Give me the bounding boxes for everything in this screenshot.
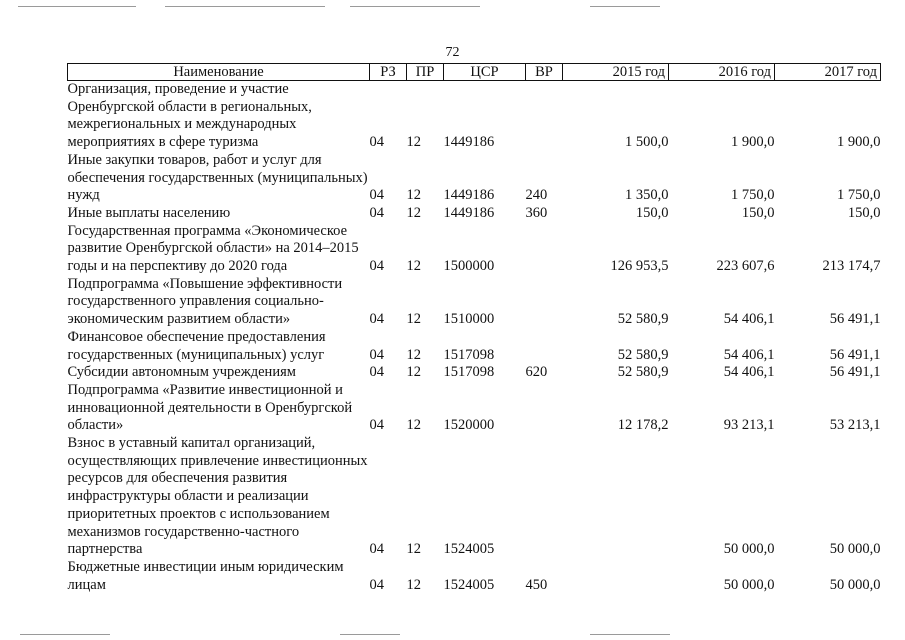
table-row bbox=[68, 152, 881, 205]
row-pr: 12 bbox=[406, 134, 421, 151]
row-vr bbox=[526, 223, 563, 276]
row-2015: 52 580,9 bbox=[617, 346, 669, 363]
row-pr: 12 bbox=[406, 346, 421, 363]
row-csr: 1524005 bbox=[443, 576, 495, 593]
row-rz: 04 bbox=[369, 258, 384, 275]
row-csr: 1449186 bbox=[443, 134, 495, 151]
column-header-2015: 2015 год bbox=[563, 64, 669, 81]
row-2017: 50 000,0 bbox=[829, 576, 881, 593]
row-2017: 56 491,1 bbox=[829, 364, 881, 381]
column-header-csr: ЦСР bbox=[444, 64, 526, 81]
table-row bbox=[68, 435, 881, 559]
table-row bbox=[68, 276, 881, 329]
table-row bbox=[68, 382, 881, 435]
row-2016: 50 000,0 bbox=[723, 541, 775, 558]
row-pr: 12 bbox=[406, 541, 421, 558]
row-name: Иные закупки товаров, работ и услуг для обеспечения государственных (муниципальных) нужд bbox=[67, 151, 368, 204]
table-row bbox=[68, 81, 881, 152]
row-name: Финансовое обеспечение предоставления государственных (муниципальных) услуг bbox=[67, 328, 326, 363]
scan-artifact-line bbox=[20, 634, 110, 635]
row-name: Государственная программа «Экономическое развитие Оренбургской области» на 2014–2015 годы и на перспективу до 2020 года bbox=[67, 222, 359, 275]
row-2016: 54 406,1 bbox=[723, 364, 775, 381]
row-vr: 450 bbox=[525, 576, 548, 593]
table-row bbox=[68, 205, 881, 223]
row-name: Организация, проведение и участие Оренбургской области в региональных, межрегиональных и международных мероприятиях в сфере туризма bbox=[67, 81, 312, 151]
row-csr: 1517098 bbox=[443, 364, 495, 381]
row-2016: 93 213,1 bbox=[723, 417, 775, 434]
column-header-pr: ПР bbox=[407, 64, 444, 81]
row-pr: 12 bbox=[406, 417, 421, 434]
column-header-name: Наименование bbox=[68, 64, 370, 81]
row-vr bbox=[526, 435, 563, 559]
row-csr: 1449186 bbox=[443, 187, 495, 204]
row-rz: 04 bbox=[369, 311, 384, 328]
row-2015: 52 580,9 bbox=[617, 311, 669, 328]
table-row bbox=[68, 364, 881, 382]
column-header-rz: РЗ bbox=[370, 64, 407, 81]
row-2017: 1 750,0 bbox=[837, 187, 881, 204]
row-vr bbox=[526, 382, 563, 435]
column-header-2016: 2016 год bbox=[669, 64, 775, 81]
row-csr: 1520000 bbox=[443, 417, 495, 434]
row-2015 bbox=[563, 559, 669, 594]
row-csr: 1449186 bbox=[443, 204, 495, 221]
row-2017: 53 213,1 bbox=[829, 417, 881, 434]
scan-artifact-line bbox=[590, 634, 670, 635]
row-name: Субсидии автономным учреждениям bbox=[67, 364, 296, 381]
row-2015: 1 350,0 bbox=[625, 187, 669, 204]
row-2015: 12 178,2 bbox=[617, 417, 669, 434]
row-rz: 04 bbox=[369, 187, 384, 204]
column-header-vr: ВР bbox=[526, 64, 563, 81]
row-csr: 1500000 bbox=[443, 258, 495, 275]
table-header-row bbox=[68, 64, 881, 81]
row-2016: 1 900,0 bbox=[731, 134, 775, 151]
row-name: Взнос в уставный капитал организаций, осуществляющих привлечение инвестиционных ресурсов для обеспечения развития инфраструктуры области и реализации приоритетных проектов с использованием механизмов государственно-частного партнерства bbox=[67, 435, 368, 558]
scan-artifact-line bbox=[18, 6, 136, 7]
page-number: 72 bbox=[445, 45, 460, 60]
row-vr bbox=[526, 276, 563, 329]
row-pr: 12 bbox=[406, 311, 421, 328]
scan-artifact-line bbox=[350, 6, 480, 7]
row-rz: 04 bbox=[369, 364, 384, 381]
row-name: Подпрограмма «Развитие инвестиционной и инновационной деятельности в Оренбургской области» bbox=[67, 381, 353, 434]
row-vr bbox=[526, 81, 563, 152]
row-2016: 1 750,0 bbox=[731, 187, 775, 204]
row-2016: 54 406,1 bbox=[723, 311, 775, 328]
row-2015: 126 953,5 bbox=[610, 258, 669, 275]
row-2015: 1 500,0 bbox=[625, 134, 669, 151]
row-csr: 1524005 bbox=[443, 541, 495, 558]
row-2016: 54 406,1 bbox=[723, 346, 775, 363]
table-row bbox=[68, 223, 881, 276]
row-2015 bbox=[563, 435, 669, 559]
scan-artifact-line bbox=[590, 6, 660, 7]
row-name: Иные выплаты населению bbox=[67, 204, 231, 221]
row-pr: 12 bbox=[406, 576, 421, 593]
row-name: Подпрограмма «Повышение эффективности государственного управления социально-экономическим развитием области» bbox=[67, 275, 343, 328]
budget-table bbox=[67, 63, 881, 594]
row-rz: 04 bbox=[369, 541, 384, 558]
row-2017: 50 000,0 bbox=[829, 541, 881, 558]
row-2017: 56 491,1 bbox=[829, 346, 881, 363]
row-2015: 150,0 bbox=[635, 204, 669, 221]
row-csr: 1510000 bbox=[443, 311, 495, 328]
row-2017: 150,0 bbox=[847, 204, 881, 221]
row-2016: 223 607,6 bbox=[716, 258, 775, 275]
row-2017: 56 491,1 bbox=[829, 311, 881, 328]
row-2017: 213 174,7 bbox=[822, 258, 881, 275]
table-row bbox=[68, 559, 881, 594]
row-rz: 04 bbox=[369, 204, 384, 221]
scan-artifact-line bbox=[165, 6, 325, 7]
row-rz: 04 bbox=[369, 346, 384, 363]
column-header-2017: 2017 год bbox=[775, 64, 881, 81]
row-pr: 12 bbox=[406, 187, 421, 204]
row-rz: 04 bbox=[369, 576, 384, 593]
row-pr: 12 bbox=[406, 204, 421, 221]
row-name: Бюджетные инвестиции иным юридическим лицам bbox=[67, 558, 344, 593]
row-2015: 52 580,9 bbox=[617, 364, 669, 381]
row-rz: 04 bbox=[369, 417, 384, 434]
scan-artifact-line bbox=[340, 634, 400, 635]
row-2016: 50 000,0 bbox=[723, 576, 775, 593]
row-rz: 04 bbox=[369, 134, 384, 151]
row-2017: 1 900,0 bbox=[837, 134, 881, 151]
row-pr: 12 bbox=[406, 258, 421, 275]
row-2016: 150,0 bbox=[741, 204, 775, 221]
row-vr: 360 bbox=[525, 204, 548, 221]
row-pr: 12 bbox=[406, 364, 421, 381]
row-csr: 1517098 bbox=[443, 346, 495, 363]
row-vr: 240 bbox=[525, 187, 548, 204]
row-vr: 620 bbox=[525, 364, 548, 381]
table-row bbox=[68, 329, 881, 364]
row-vr bbox=[526, 329, 563, 364]
